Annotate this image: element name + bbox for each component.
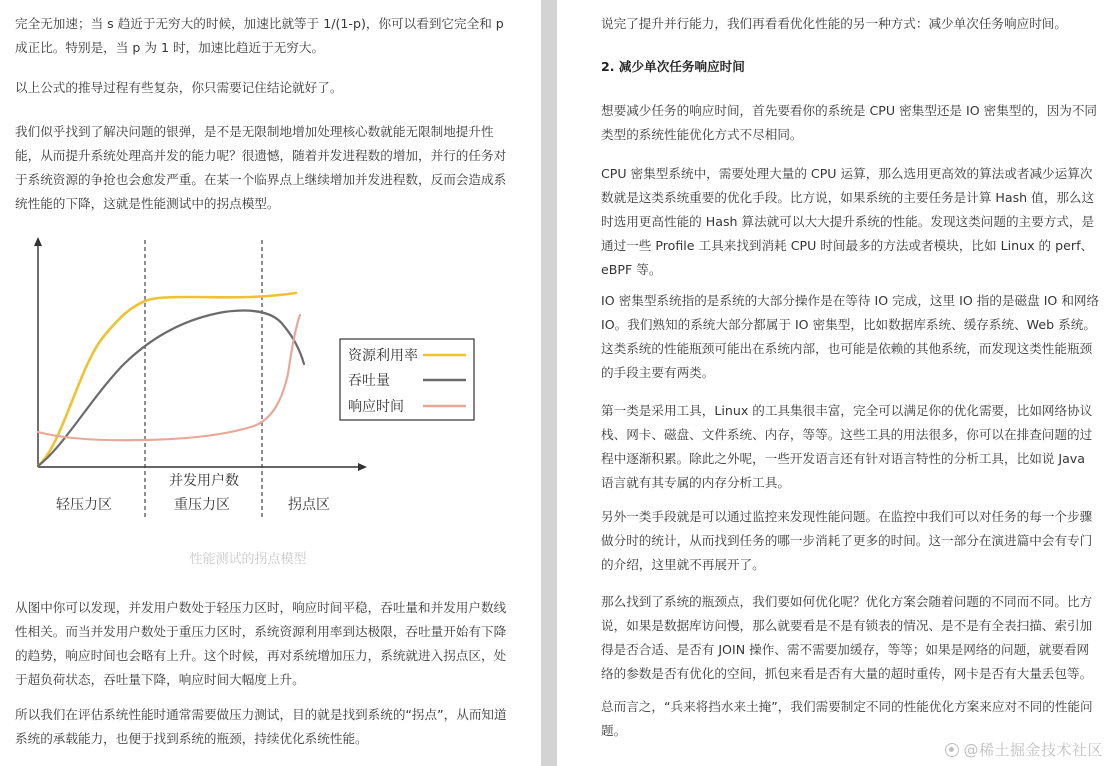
x-axis-label: 并发用户数 [169,473,239,489]
watermark [945,739,1103,760]
paragraph: 说完了提升并行能力，我们再看看优化性能的另一种方式：减少单次任务响应时间。 [601,16,1067,31]
chart-caption: 性能测试的拐点模型 [189,552,307,567]
paragraph: 总而言之，“兵来将挡水来土掩”，我们需要制定不同的性能优化方案来应对不同的性能问题。 [601,699,1093,738]
zone-label-inflection: 拐点区 [288,497,330,513]
paragraph: CPU 密集型系统中，需要处理大量的 CPU 运算，那么选用更高效的算法或者减少运算次数就是这类系统重要的优化手段。比方说，如果系统的主要任务是计算 Hash 值，那么这时选用更高性能的 Hash 算法就可以大大提升系统的性能。发现这类问题的主要方式，是通过一些 Profile 工具来找到消耗 CPU 时间最多的方法或者模块，比如 Linux 的 perf、eBPF 等。 [601,166,1095,277]
paragraph: IO 密集型系统指的是系统的大部分操作是在等待 IO 完成，这里 IO 指的是磁盘 IO 和网络 IO。我们熟知的系统大部分都属于 IO 密集型，比如数据库系统、缓存系统、Web 系统。这类系统的性能瓶颈可能出在系统内部，也可能是依赖的其他系统，而发现这类性能瓶颈的手段主要有两类。 [601,293,1100,380]
legend-label-2: 响应时间 [348,399,404,415]
legend-label-0: 资源利用率 [348,348,418,364]
paragraph: 完全无加速；当 s 趋近于无穷大的时候，加速比就等于 1/(1-p)，你可以看到它完全和 p 成正比。特别是，当 p 为 1 时，加速比趋近于无穷大。 [15,16,504,55]
watermark-text: @稀土掘金技术社区 [963,741,1103,759]
zone-label-heavy: 重压力区 [174,497,230,513]
paragraph: 那么找到了系统的瓶颈点，我们要如何优化呢？优化方案会随着问题的不同而不同。比方说，如果是数据库访问慢，那么就要看是不是有锁表的情况、是不是有全表扫描、索引加得是否合适、是否有 JOIN 操作、需不需要加缓存，等等；如果是网络的问题，就要看网络的参数是否有优化的空间，抓包来看是否有大量的超时重传，网卡是否有大量丢包等。 [601,594,1093,681]
section-heading: 2. 减少单次任务响应时间 [601,59,745,74]
paragraph: 以上公式的推导过程有些复杂，你只需要记住结论就好了。 [15,80,343,95]
chart-svg [4,226,524,578]
y-axis-arrow [34,237,42,246]
left-page [0,0,541,766]
paragraph: 我们似乎找到了解决问题的银弹，是不是无限制地增加处理核心数就能无限制地提升性能，从而提升系统处理高并发的能力呢？很遗憾，随着并发进程数的增加，并行的任务对于系统资源的争抢也会愈发严重。在某一个临界点上继续增加并发进程数，反而会造成系统性能的下降，这就是性能测试中的拐点模型。 [15,124,507,211]
legend-label-1: 吞吐量 [348,373,390,389]
x-axis-arrow [358,463,367,471]
inflection-point-chart [4,226,524,578]
paragraph: 想要减少任务的响应时间，首先要看你的系统是 CPU 密集型还是 IO 密集型的，因为不同类型的系统性能优化方式不尽相同。 [601,103,1098,142]
juejin-logo-icon [945,743,959,757]
paragraph: 另外一类手段就是可以通过监控来发现性能问题。在监控中我们可以对任务的每一个步骤做分时的统计，从而找到任务的哪一步消耗了更多的时间。这一部分在演进篇中会有专门的介绍，这里就不再展开了。 [601,509,1093,572]
paragraph: 第一类是采用工具，Linux 的工具集很丰富，完全可以满足你的优化需要，比如网络协议栈、网卡、磁盘、文件系统、内存，等等。这些工具的用法很多，你可以在排查问题的过程中逐渐积累。除此之外呢，一些开发语言还有针对语言特性的分析工具，比如说 Java 语言就有其专属的内存分析工具。 [601,403,1093,490]
zone-label-light: 轻压力区 [56,497,112,513]
paragraph: 所以我们在评估系统性能时通常需要做压力测试，目的就是找到系统的“拐点”，从而知道系统的承载能力，也便于找到系统的瓶颈，持续优化系统性能。 [15,707,507,746]
right-page [557,0,1111,766]
paragraph: 从图中你可以发现，并发用户数处于轻压力区时，响应时间平稳，吞吐量和并发用户数线性相关。而当并发用户数处于重压力区时，系统资源利用率到达极限，吞吐量开始有下降的趋势，响应时间也会略有上升。这个时候，再对系统增加压力，系统就进入拐点区，处于超负荷状态，吞吐量下降，响应时间大幅度上升。 [15,600,507,687]
